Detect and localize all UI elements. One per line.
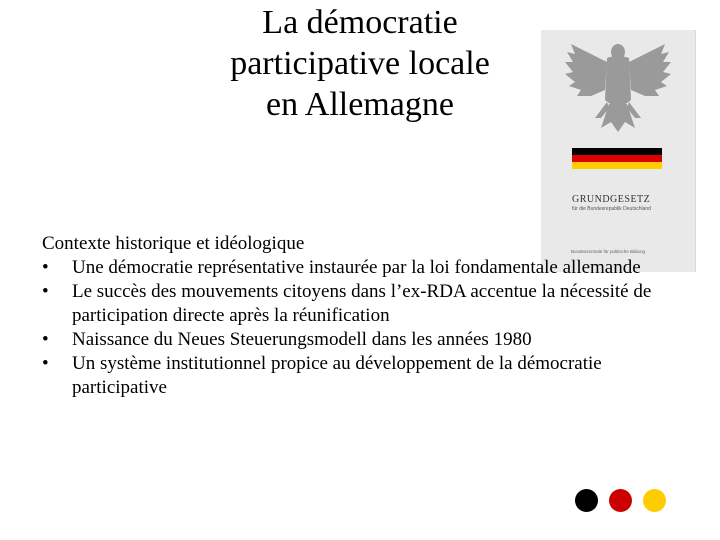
cover-subtitle: für die Bundesrepublik Deutschland bbox=[572, 206, 651, 212]
cover-title: GRUNDGESETZ bbox=[572, 194, 651, 205]
bullet-item bbox=[42, 280, 682, 328]
slide-body bbox=[42, 232, 682, 400]
red-dot-icon bbox=[609, 489, 632, 512]
bullet-item bbox=[42, 328, 682, 352]
title-line-3: en Allemagne bbox=[266, 86, 454, 123]
bullet-text: Un système institutionnel propice au développement de la démocratie participative bbox=[72, 353, 602, 398]
bullet-list bbox=[42, 256, 682, 400]
section-heading: Contexte historique et idéologique bbox=[42, 233, 305, 254]
bullet-item bbox=[42, 256, 682, 280]
bullet-item bbox=[42, 352, 682, 400]
slide-title bbox=[185, 2, 535, 125]
title-line-2: participative locale bbox=[230, 45, 490, 82]
bullet-marker: • bbox=[42, 329, 49, 350]
bullet-marker: • bbox=[42, 281, 49, 302]
bullet-text: Le succès des mouvements citoyens dans l’ex-RDA accentue la nécessité de participation directe après la réunification bbox=[72, 281, 652, 326]
yellow-dot-icon bbox=[643, 489, 666, 512]
cover-footer: Bundeszentrale für politische Bildung bbox=[571, 249, 646, 254]
bullet-text: Naissance du Neues Steuerungsmodell dans les années 1980 bbox=[72, 329, 532, 350]
black-dot-icon bbox=[575, 489, 598, 512]
bullet-text: Une démocratie représentative instaurée par la loi fondamentale allemande bbox=[72, 257, 641, 278]
bullet-marker: • bbox=[42, 257, 49, 278]
title-line-1: La démocratie bbox=[262, 4, 458, 41]
bullet-marker: • bbox=[42, 353, 49, 374]
